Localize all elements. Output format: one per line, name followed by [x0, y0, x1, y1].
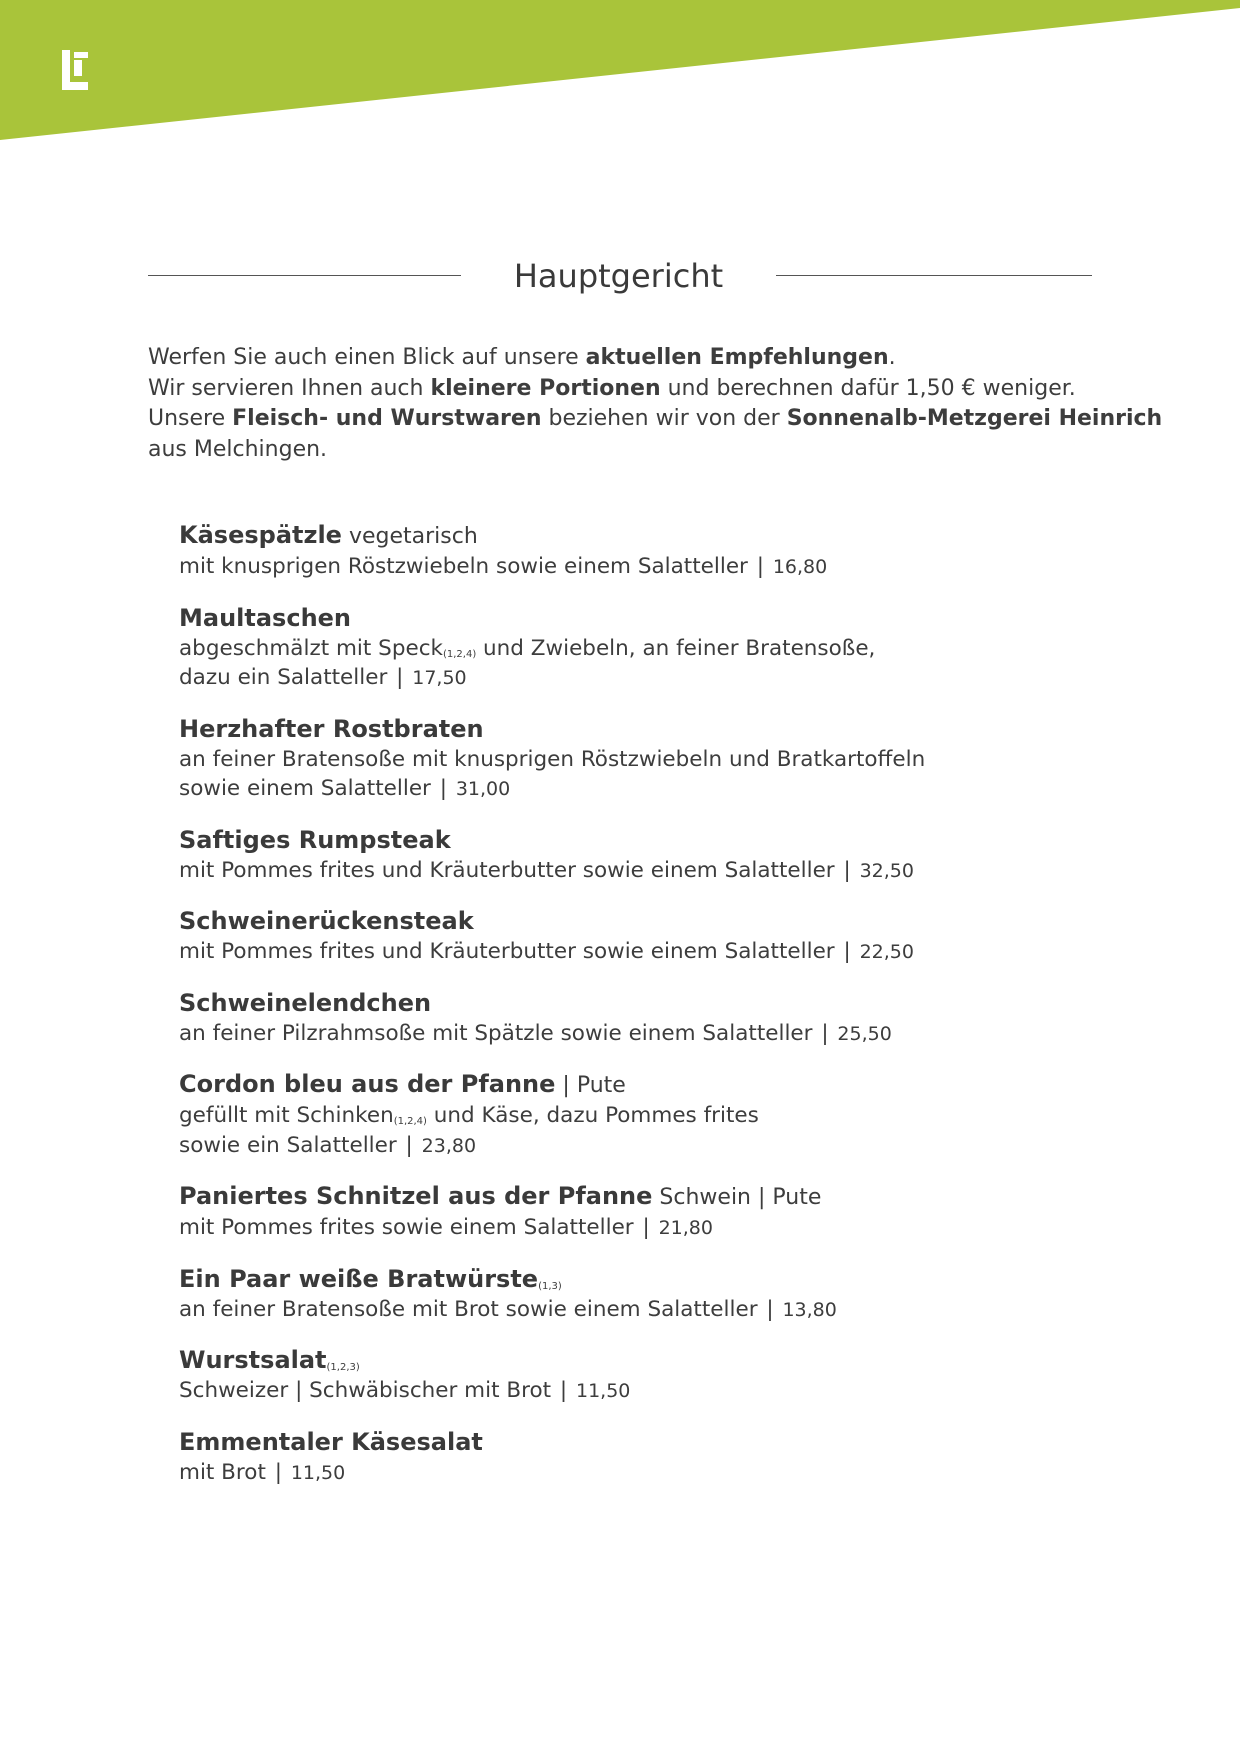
dish-price: 25,50 [837, 1022, 892, 1045]
menu-item [179, 906, 1079, 968]
dish-name: Ein Paar weiße Bratwürste [179, 1264, 539, 1293]
dish-name: Schweinelendchen [179, 988, 432, 1017]
intro-line-4: aus Melchingen. [148, 436, 328, 462]
dish-name: Schweinerückensteak [179, 907, 474, 935]
separator: | [814, 1020, 836, 1046]
separator: | [836, 939, 858, 964]
dish-title [179, 988, 1079, 1019]
menu-item [179, 714, 1079, 805]
dish-name: Saftiges Rumpsteak [179, 825, 451, 854]
dish-desc-text: und Käse, dazu Pommes frites [426, 1103, 759, 1128]
menu-item [179, 825, 1079, 887]
dish-title [179, 906, 1079, 937]
menu-item [179, 603, 1079, 694]
intro-text [148, 343, 1163, 465]
separator: | [432, 776, 454, 801]
dish-desc-text: und Zwiebeln, an feiner Bratensoße, [476, 635, 876, 661]
separator: | [389, 665, 411, 690]
intro-text-span: und berechnen dafür 1,50 € weniger. [660, 375, 1076, 401]
dish-description [179, 1101, 1079, 1131]
dish-name: Cordon bleu aus der Pfanne [179, 1070, 556, 1098]
header-banner [0, 0, 1240, 145]
intro-line-1 [148, 343, 1108, 374]
menu-item [179, 1264, 1079, 1326]
intro-line-2 [148, 374, 1108, 405]
dish-price: 23,80 [421, 1134, 477, 1157]
dish-description [179, 1458, 1079, 1489]
dish-variant: vegetarisch [341, 524, 478, 549]
separator: | [635, 1215, 657, 1240]
intro-text-span: beziehen wir von der [541, 406, 787, 431]
section-header [148, 250, 1092, 302]
dish-title [179, 603, 1079, 634]
allergen-note: (1,2,3) [326, 1362, 360, 1373]
intro-text-span: Werfen Sie auch einen Blick auf unsere [148, 345, 586, 370]
dish-desc-text: gefüllt mit Schinken [179, 1103, 394, 1128]
dish-price: 22,50 [859, 941, 914, 963]
intro-bold: kleinere Portionen [430, 375, 661, 401]
separator: | [398, 1132, 420, 1158]
dish-title [179, 1427, 1079, 1458]
dish-desc-text: an feiner Bratensoße mit Brot sowie einem Salatteller [179, 1296, 758, 1322]
dish-desc-text: Schweizer | Schwäbischer mit Brot [179, 1378, 552, 1403]
dish-desc-text: mit Pommes frites sowie einem Salatteller [179, 1215, 634, 1240]
separator: | [749, 554, 771, 579]
intro-bold: Sonnenalb-Metzgerei Heinrich [786, 406, 1163, 431]
dish-description [179, 1019, 1079, 1050]
separator: | [836, 857, 858, 883]
dish-name: Paniertes Schnitzel aus der Pfanne [179, 1182, 653, 1210]
dish-price: 11,50 [575, 1380, 631, 1402]
dish-desc-text: sowie einem Salatteller [179, 776, 431, 801]
separator: | [267, 1459, 289, 1485]
allergen-note: (1,2,4) [393, 1116, 427, 1127]
menu-item [179, 1069, 1079, 1161]
dish-desc-text: sowie ein Salatteller [179, 1132, 397, 1158]
allergen-note: (1,3) [538, 1280, 562, 1292]
dish-name: Wurstsalat [179, 1346, 327, 1374]
dish-title [179, 825, 1079, 856]
dish-desc-text: mit Pommes frites und Kräuterbutter sowie einem Salatteller [179, 939, 835, 964]
dish-price: 31,00 [455, 778, 511, 800]
dish-desc-text: mit Brot [179, 1459, 266, 1485]
dish-name: Maultaschen [179, 603, 352, 632]
dish-name: Käsespätzle [179, 521, 342, 549]
intro-bold: aktuellen Empfehlungen [585, 345, 889, 370]
intro-text-span: Wir servieren Ihnen auch [148, 375, 431, 401]
dish-variant: Schwein | Pute [652, 1185, 822, 1210]
dish-description: an feiner Bratensoße mit knusprigen Röstzwiebeln und Bratkartoffeln [179, 746, 926, 772]
dish-price: 16,80 [772, 556, 828, 578]
dish-price: 32,50 [859, 859, 914, 882]
intro-line-3 [148, 404, 1163, 435]
dish-desc-text: abgeschmälzt mit Speck [179, 635, 443, 661]
dish-price: 13,80 [782, 1298, 837, 1321]
dish-description [179, 856, 1079, 887]
dish-price: 17,50 [412, 667, 467, 689]
dish-price: 11,50 [290, 1461, 346, 1484]
dish-description [179, 1213, 1079, 1244]
dish-title [179, 714, 1079, 745]
dish-description [179, 937, 1079, 968]
dish-price: 21,80 [658, 1217, 713, 1239]
menu-item [179, 520, 1079, 583]
dish-desc-text: mit Pommes frites und Kräuterbutter sowie einem Salatteller [179, 857, 835, 883]
dish-description [179, 634, 1079, 664]
dish-name: Emmentaler Käsesalat [179, 1427, 483, 1456]
title-rule-left [148, 275, 461, 276]
page-title: Hauptgericht [513, 257, 724, 295]
dish-description [179, 552, 1079, 583]
menu-item [179, 1345, 1079, 1407]
logo-icon [62, 50, 88, 90]
intro-text-span: . [888, 345, 896, 370]
menu-list [179, 520, 1079, 1508]
dish-title [179, 1069, 1079, 1101]
dish-description [179, 1376, 1079, 1407]
menu-item [179, 1427, 1079, 1489]
dish-title [179, 1264, 1079, 1295]
dish-desc-text: dazu ein Salatteller [179, 665, 388, 690]
dish-description [179, 663, 1079, 694]
dish-description [179, 1295, 1079, 1326]
intro-text-span: Unsere [148, 406, 233, 431]
menu-item [179, 1181, 1079, 1244]
allergen-note: (1,2,4) [442, 648, 477, 660]
dish-desc-text: mit knusprigen Röstzwiebeln sowie einem Salatteller [179, 554, 748, 579]
dish-title [179, 1345, 1079, 1376]
dish-variant: | Pute [555, 1073, 626, 1098]
dish-title [179, 1181, 1079, 1213]
dish-name: Herzhafter Rostbraten [179, 714, 484, 743]
dish-description [179, 1131, 1079, 1162]
dish-title [179, 520, 1079, 552]
intro-bold: Fleisch- und Wurstwaren [232, 406, 542, 431]
separator: | [553, 1378, 574, 1403]
menu-item [179, 988, 1079, 1050]
separator: | [759, 1296, 781, 1322]
dish-desc-text: an feiner Pilzrahmsoße mit Spätzle sowie einem Salatteller [179, 1020, 813, 1046]
title-rule-right [776, 275, 1092, 276]
dish-description [179, 774, 1079, 805]
